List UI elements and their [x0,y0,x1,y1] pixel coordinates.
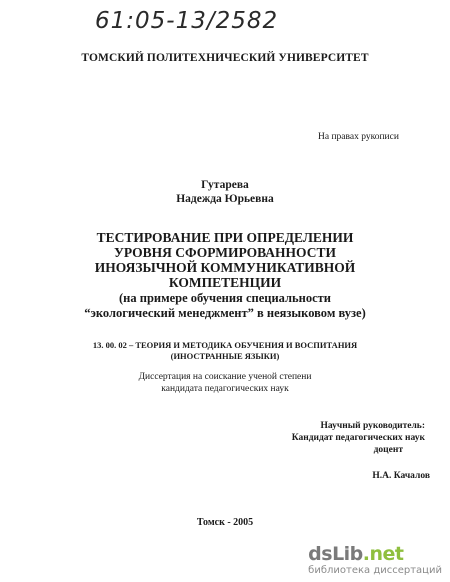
supervisor-rank: доцент [373,445,403,455]
author-given-names: Надежда Юрьевна [176,193,274,205]
author-block [0,178,450,206]
rights-note: На правах рукописи [318,132,399,142]
title-line: ИНОЯЗЫЧНОЙ КОММУНИКАТИВНОЙ [94,260,356,275]
supervisor-degree: Кандидат педагогических наук [291,433,425,443]
title-line: КОМПЕТЕНЦИИ [168,275,282,290]
logo-main: dsLib [308,543,363,565]
author-surname: Гутарева [201,179,249,191]
degree-statement [0,371,450,395]
dissertation-title [0,230,450,290]
title-line: УРОВНЯ СФОРМИРОВАННОСТИ [114,245,336,260]
supervisor-block [265,420,425,456]
specialty-line: 13. 00. 02 – ТЕОРИЯ И МЕТОДИКА ОБУЧЕНИЯ И ВОСПИТАНИЯ [92,340,358,350]
supervisor-label: Научный руководитель: [320,421,425,431]
city-year: Томск - 2005 [196,517,254,528]
dslib-watermark[interactable] [308,545,442,576]
degree-line: Диссертация на соискание ученой степени [138,372,312,382]
watermark-tagline: библиотека диссертаций [308,565,442,576]
specialty-line: (ИНОСТРАННЫЕ ЯЗЫКИ) [170,351,280,361]
subtitle-line: “экологический менеджмент” в неязыковом вузе) [84,306,366,320]
university-name: ТОМСКИЙ ПОЛИТЕХНИЧЕСКИЙ УНИВЕРСИТЕТ [81,52,369,64]
specialty-code [0,340,450,362]
title-line: ТЕСТИРОВАНИЕ ПРИ ОПРЕДЕЛЕНИИ [96,230,354,245]
archive-stamp-number: 61:05-13/2582 [95,8,279,34]
supervisor-name: Н.А. Качалов [372,471,430,481]
logo-tld: .net [362,543,404,565]
dslib-logo [308,545,442,564]
subtitle-line: (на примере обучения специальности [119,291,331,305]
degree-line: кандидата педагогических наук [161,384,289,394]
dissertation-subtitle [0,291,450,321]
